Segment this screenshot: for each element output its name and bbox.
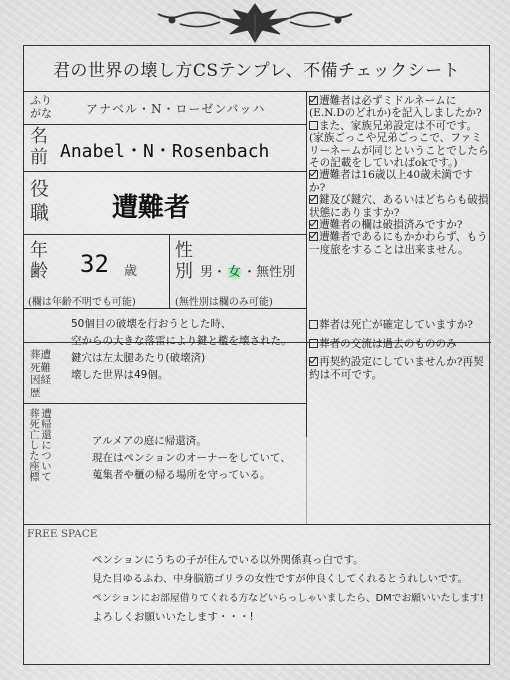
- age-note: (欄は年齢不明でも可能): [28, 297, 136, 308]
- row-divider: [24, 403, 306, 404]
- gender-separator: ・: [213, 265, 227, 280]
- checked-box-icon[interactable]: [309, 220, 318, 229]
- role-label: 役 職: [30, 178, 50, 224]
- name-label: 名 前: [30, 126, 48, 168]
- gender-separator: ・: [243, 265, 257, 280]
- row-divider: [24, 171, 306, 172]
- free-space-line: よろしくお願いいたします・・・!: [92, 611, 254, 623]
- free-space-line: ペンションにお部屋借りてくれる方などいらっしゃいましたら、DMでお願いいたします!: [92, 593, 484, 604]
- checked-box-icon[interactable]: [309, 170, 318, 179]
- row-divider: [24, 308, 306, 309]
- checked-box-icon[interactable]: [309, 232, 318, 241]
- after-label-col1: 遭帰還について: [40, 408, 52, 482]
- free-space-line: 見た目ゆるふわ、中身脳筋ゴリラの女性ですが仲良くしてくれるとうれしいです。: [92, 574, 468, 585]
- cause-label: 葬遭 死難 因経 歴: [30, 349, 51, 399]
- checked-box-icon[interactable]: [309, 195, 318, 204]
- cause-line: 壊した世界は49個。: [71, 369, 169, 381]
- gender-options: [200, 261, 295, 280]
- checklist-bottom-item-text: 葬者は死亡が確定していますか?: [319, 319, 473, 331]
- furigana-label: ふり がな: [30, 94, 52, 120]
- gothic-ornament-icon: [150, 0, 360, 44]
- gender-option-none: 無性別: [256, 265, 296, 280]
- unchecked-box-icon[interactable]: [309, 121, 318, 130]
- cause-line: 50個目の破壊を行おうとした時、: [71, 318, 232, 330]
- free-space-line: ペンションにうちの子が住んでいる以外関係真っ白です。: [92, 554, 364, 566]
- gender-note: (無性別は欄のみ可能): [175, 297, 273, 308]
- gender-label: 性 別: [175, 240, 193, 282]
- row-divider: [24, 234, 306, 235]
- check-sheet: [23, 45, 490, 665]
- checklist-bottom-item: [309, 319, 489, 332]
- gender-option-female: 女: [228, 265, 242, 280]
- sheet-title: 君の世界の壊し方CSテンプレ、不備チェックシート: [24, 46, 489, 92]
- age-unit: 歳: [124, 264, 138, 279]
- checked-box-icon[interactable]: [309, 96, 318, 105]
- checklist-top-item-text: 遭難者は必ずミドルネームに(E.N.Dのどれか)を記入しましたか?: [309, 95, 482, 120]
- column-divider: [169, 234, 170, 308]
- name-value: Anabel・N・Rosenbach: [60, 141, 270, 162]
- checklist-bottom-item-text: 葬者の交流は過去のもののみ: [319, 337, 457, 350]
- checklist-top-item-text: 遭難者の欄は破損済みですか?: [319, 219, 463, 232]
- checklist-bottom-item-text: 再契約設定にしていませんか?再契約は不可です。: [309, 356, 484, 381]
- after-line: アルメアの庭に帰還済。: [92, 435, 207, 447]
- row-divider: [24, 524, 491, 525]
- unchecked-box-icon[interactable]: [309, 339, 318, 348]
- checked-box-icon[interactable]: [309, 357, 318, 366]
- checklist-top-item: [309, 169, 489, 194]
- age-label: 年 齢: [30, 240, 48, 282]
- checklist-top-item: [309, 231, 489, 256]
- checklist-top-item: [309, 194, 489, 219]
- after-label-col2: 葬死亡した座標: [28, 408, 40, 482]
- checklist-bottom: [309, 319, 489, 387]
- after-line: 現在はペンションのオーナーをしていて、: [92, 452, 291, 464]
- checklist-top-item: [309, 219, 489, 231]
- row-divider: [24, 124, 306, 125]
- column-divider: [306, 92, 307, 342]
- checklist-bottom-item: [309, 356, 489, 381]
- checklist-top-item-text: 鍵及び鍵穴、あるいはどちらも破損状態にありますか?: [309, 194, 489, 219]
- after-line: 蒐集者や櫃の帰る場所を守っている。: [92, 469, 271, 481]
- checklist-top-item-text: また、家族兄弟設定は不可です。(家族ごっこや兄弟ごっこで、ファミリーネームが同じということでしたらその記載をしていればokです。): [309, 119, 489, 170]
- checklist-top: [309, 95, 489, 256]
- column-divider: [306, 403, 307, 524]
- gender-option-male: 男: [200, 265, 214, 280]
- cause-line: 鍵穴は左太腿あたり(破壊済): [71, 352, 206, 364]
- checklist-top-item-text: 遭難者であるにもかかわらず、もう一度旅をすることは出来ません。: [309, 231, 488, 256]
- unchecked-box-icon[interactable]: [309, 320, 318, 329]
- cause-line: 空からの大きな落雷により鍵と檻を壊された。: [71, 335, 292, 347]
- free-space-label: FREE SPACE: [27, 528, 98, 540]
- age-value: 32: [80, 250, 109, 278]
- furigana-value: アナベル・N・ローゼンバッハ: [86, 102, 266, 116]
- checklist-top-item: [309, 95, 489, 120]
- checklist-bottom-item: [309, 338, 489, 351]
- checklist-top-item-text: 遭難者は16歳以上40歳未満ですか?: [309, 169, 474, 194]
- role-value: 遭難者: [112, 193, 191, 223]
- checklist-top-item: [309, 120, 489, 170]
